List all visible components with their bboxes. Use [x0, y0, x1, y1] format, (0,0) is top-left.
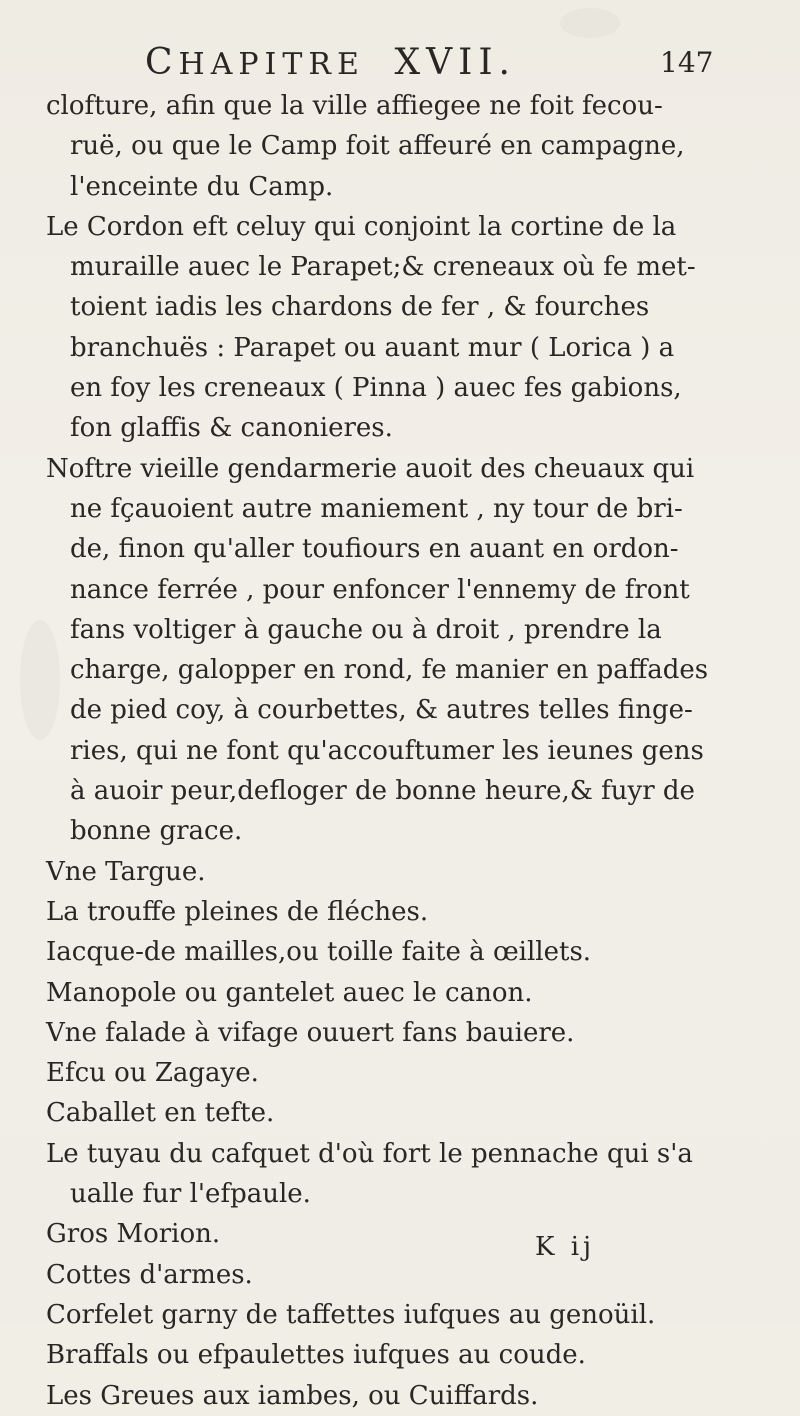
text-line: Manopole ou gantelet auec le canon. [46, 977, 533, 1008]
text-line: ries, qui ne font qu'accouftumer les ieunes gens [70, 735, 704, 766]
page-header [145, 42, 795, 84]
text-line: nance ferrée , pour enfoncer l'ennemy de front [70, 574, 690, 605]
page-stain [560, 8, 620, 38]
text-line: bonne grace. [70, 816, 243, 847]
text-line: ruë, ou que le Camp foit affeuré en campagne, [70, 131, 685, 162]
text-line: ne fçauoient autre maniement , ny tour de bri- [70, 493, 683, 524]
text-line: toient iadis les chardons de fer , & fourches [70, 292, 650, 323]
text-line: de pied coy, à courbettes, & autres telles finge- [70, 695, 693, 726]
text-line: Les Greues aux iambes, ou Cuiffards. [46, 1380, 539, 1411]
text-line: Vne falade à vifage ouuert fans bauiere. [46, 1017, 575, 1048]
text-line: Le tuyau du cafquet d'où fort le pennache qui s'a [46, 1138, 693, 1169]
text-line: Caballet en tefte. [46, 1098, 275, 1129]
text-line: ualle fur l'efpaule. [70, 1179, 311, 1210]
chapter-number: XVII. [394, 42, 516, 83]
text-line: en foy les creneaux ( Pinna ) auec fes gabions, [70, 373, 682, 404]
running-title-initial: C [145, 42, 179, 83]
text-line: à auoir peur,defloger de bonne heure,& fuyr de [70, 776, 695, 807]
text-line: fon glaffis & canonieres. [70, 413, 393, 444]
text-line: Iacque-de mailles,ou toille faite à œillets. [46, 937, 592, 968]
running-title-word: HAPITRE [178, 47, 365, 82]
text-line: Noftre vieille gendarmerie auoit des cheuaux qui [46, 453, 695, 484]
text-line: fans voltiger à gauche ou à droit , prendre la [70, 614, 662, 645]
text-line: muraille auec le Parapet;& creneaux où fe met- [70, 252, 696, 283]
text-line: charge, galopper en rond, fe manier en paffades [70, 655, 709, 686]
text-line: clofture, afin que la ville affiegee ne foit fecou- [46, 91, 663, 121]
text-line: Le Cordon eft celuy qui conjoint la cortine de la [46, 211, 677, 242]
text-line: Efcu ou Zagaye. [46, 1058, 259, 1089]
text-line: de, finon qu'aller toufiours en auant en ordon- [70, 534, 679, 565]
signature-mark: K ij [535, 1232, 596, 1262]
text-line: La trouffe pleines de fléches. [46, 896, 429, 927]
body-text [46, 86, 786, 1416]
text-line: Vne Targue. [46, 856, 206, 887]
text-line: Gros Morion. [46, 1219, 221, 1250]
text-line: Cottes d'armes. [46, 1259, 253, 1290]
page-number: 147 [660, 46, 714, 79]
text-line: Corfelet garny de taffettes iufques au genoüil. [46, 1299, 656, 1330]
text-line: branchuës : Parapet ou auant mur ( Lorica ) a [70, 332, 675, 363]
text-line: l'enceinte du Camp. [70, 171, 334, 202]
text-line: Braffals ou efpaulettes iufques au coude. [46, 1340, 586, 1371]
running-title [145, 42, 516, 83]
